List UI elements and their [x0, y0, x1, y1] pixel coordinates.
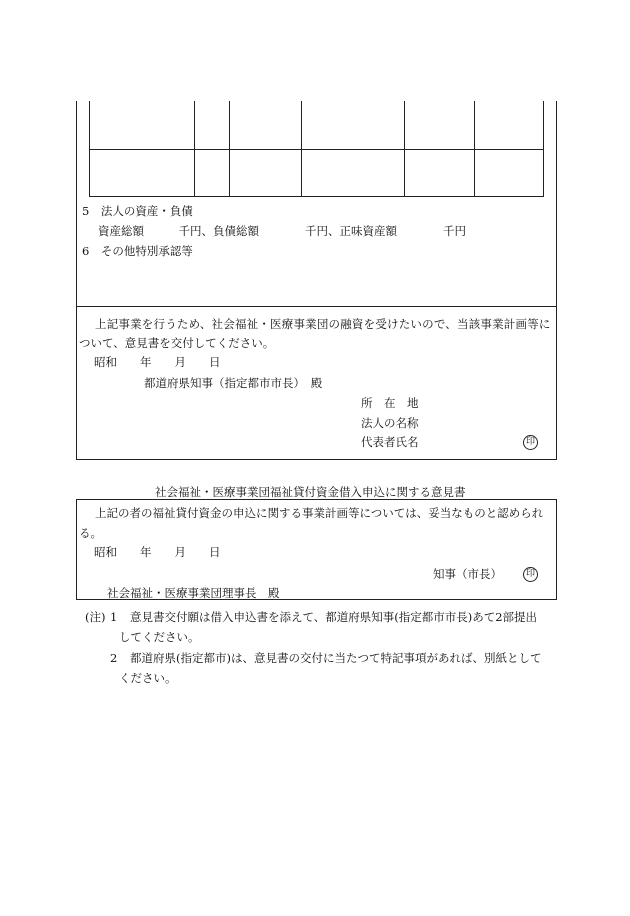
- corp-name-label: 法人の名称: [361, 416, 419, 430]
- opinion-seal-icon: 印: [523, 567, 538, 582]
- section6-heading: 6 その他特別承認等: [82, 244, 193, 258]
- location-label: 所 在 地: [361, 396, 419, 410]
- application-addressee: 都道府県知事（指定都市市長） 殿: [144, 376, 323, 390]
- application-body-line1: 上記事業を行うため、社会福祉・医療事業団の融資を受けたいので、当該事業計画等に: [95, 317, 551, 331]
- opinion-date: 昭和 年 月 日: [94, 545, 221, 559]
- representative-label: 代表者氏名: [361, 435, 419, 449]
- note2-line2: ください。: [119, 671, 177, 685]
- note2-line1: 都道府県(指定都市)は、意見書の交付に当たつて特記事項があれば、別紙として: [130, 651, 542, 665]
- opinion-body-line1: 上記の者の福祉貸付資金の申込に関する事業計画等については、妥当なものと認められ: [95, 506, 544, 520]
- opinion-body-line2: る。: [79, 526, 102, 540]
- opinion-addressee: 社会福祉・医療事業団理事長 殿: [107, 586, 280, 600]
- governor-label: 知事（市長）: [433, 567, 502, 581]
- note1-line1: 意見書交付願は借入申込書を添えて、都道府県知事(指定都市市長)あて2部提出: [130, 610, 538, 624]
- section5-heading: 5 法人の資産・負債: [82, 204, 193, 218]
- notes-label: (注): [85, 610, 106, 624]
- note1-line2: してください。: [119, 630, 200, 644]
- note1-number: 1: [110, 610, 118, 624]
- opinion-title: 社会福祉・医療事業団福祉貸付資金借入申込に関する意見書: [155, 485, 466, 499]
- application-date: 昭和 年 月 日: [94, 355, 221, 369]
- assets-line: 資産総額 千円、負債総額 千円、正味資産額 千円: [98, 224, 466, 238]
- note2-number: 2: [110, 651, 118, 665]
- application-seal-icon: 印: [523, 435, 538, 450]
- application-body-line2: ついて、意見書を交付してください。: [79, 336, 275, 350]
